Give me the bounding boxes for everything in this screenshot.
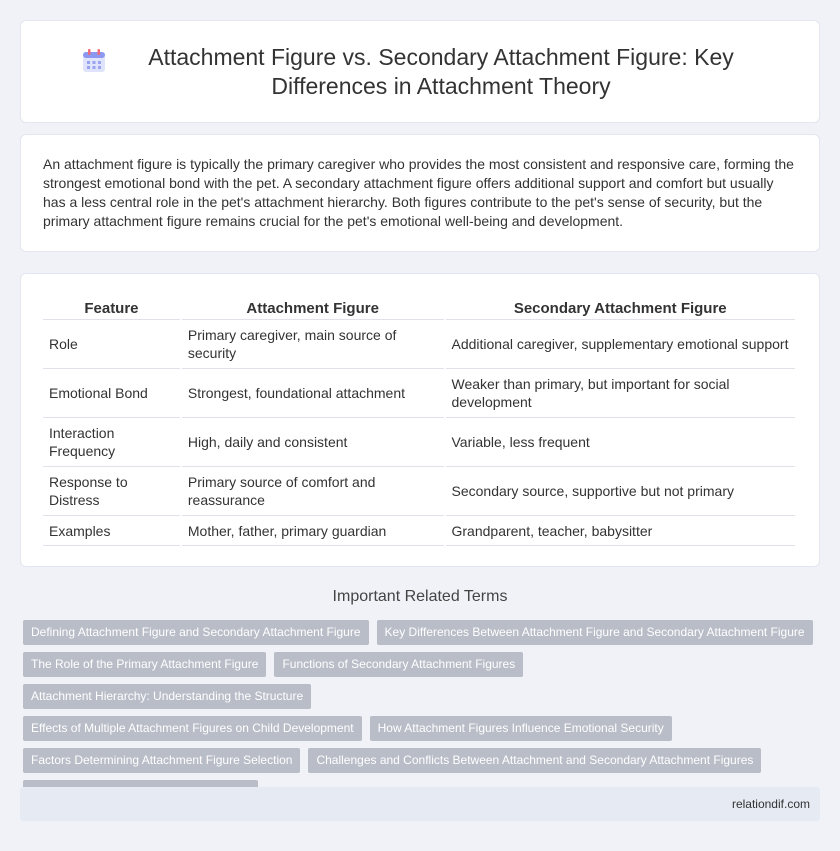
table-cell: Variable, less frequent [446,418,796,467]
table-cell: Secondary source, supportive but not primary [446,467,796,516]
table-cell: Mother, father, primary guardian [182,516,444,546]
table-cell: Response to Distress [43,467,180,516]
table-cell: Emotional Bond [43,369,180,418]
related-term-tag[interactable]: Key Differences Between Attachment Figure and Secondary Attachment Figure [377,620,813,645]
table-cell: Primary source of comfort and reassurance [182,467,444,516]
header-attachment-figure: Attachment Figure [182,292,444,320]
table-cell: Grandparent, teacher, babysitter [446,516,796,546]
related-term-tag[interactable]: The Role of the Primary Attachment Figure [23,652,266,677]
table-header-row [43,292,795,320]
table-row [43,320,795,369]
footer [20,787,820,821]
footer-site-link[interactable]: relationdif.com [731,797,810,811]
table-cell: Primary caregiver, main source of security [182,320,444,369]
related-term-tag[interactable]: Attachment Hierarchy: Understanding the Structure [23,684,311,709]
table-cell: Role [43,320,180,369]
table-row [43,516,795,546]
related-term-tag[interactable]: Effects of Multiple Attachment Figures on Child Development [23,716,362,741]
table-cell: Examples [43,516,180,546]
comparison-table-card [20,273,820,567]
table-cell: High, daily and consistent [182,418,444,467]
header-feature: Feature [43,292,180,320]
related-term-tag[interactable]: Functions of Secondary Attachment Figures [274,652,523,677]
table-row [43,418,795,467]
table-cell: Weaker than primary, but important for social development [446,369,796,418]
comparison-table [41,292,797,546]
table-row [43,467,795,516]
related-term-tag[interactable]: Challenges and Conflicts Between Attachment and Secondary Attachment Figures [308,748,761,773]
intro-card [20,134,820,252]
related-term-tag[interactable]: How Attachment Figures Influence Emotional Security [370,716,672,741]
intro-paragraph: An attachment figure is typically the primary caregiver who provides the most consistent and responsive care, forming the strongest emotional bond with the pet. A secondary attachment figure offers additional support and comfort but usually has a less central role in the pet's attachment hierarchy. Both figures contribute to the pet's sense of security, but the primary attachment figure remains crucial for the pet's emotional well-being and development. [43,156,794,229]
page-title: Attachment Figure vs. Secondary Attachment Figure: Key Differences in Attachment Theory [148,43,734,99]
related-terms-list [23,620,823,812]
related-term-tag[interactable]: Factors Determining Attachment Figure Selection [23,748,300,773]
title-wrap [80,43,760,101]
table-cell: Strongest, foundational attachment [182,369,444,418]
header-secondary-attachment-figure: Secondary Attachment Figure [446,292,796,320]
title-card [20,20,820,123]
related-term-tag[interactable]: Defining Attachment Figure and Secondary Attachment Figure [23,620,369,645]
related-terms-heading: Important Related Terms [332,588,508,605]
table-row [43,369,795,418]
calendar-icon [80,47,108,75]
table-cell: Additional caregiver, supplementary emotional support [446,320,796,369]
table-cell: Interaction Frequency [43,418,180,467]
